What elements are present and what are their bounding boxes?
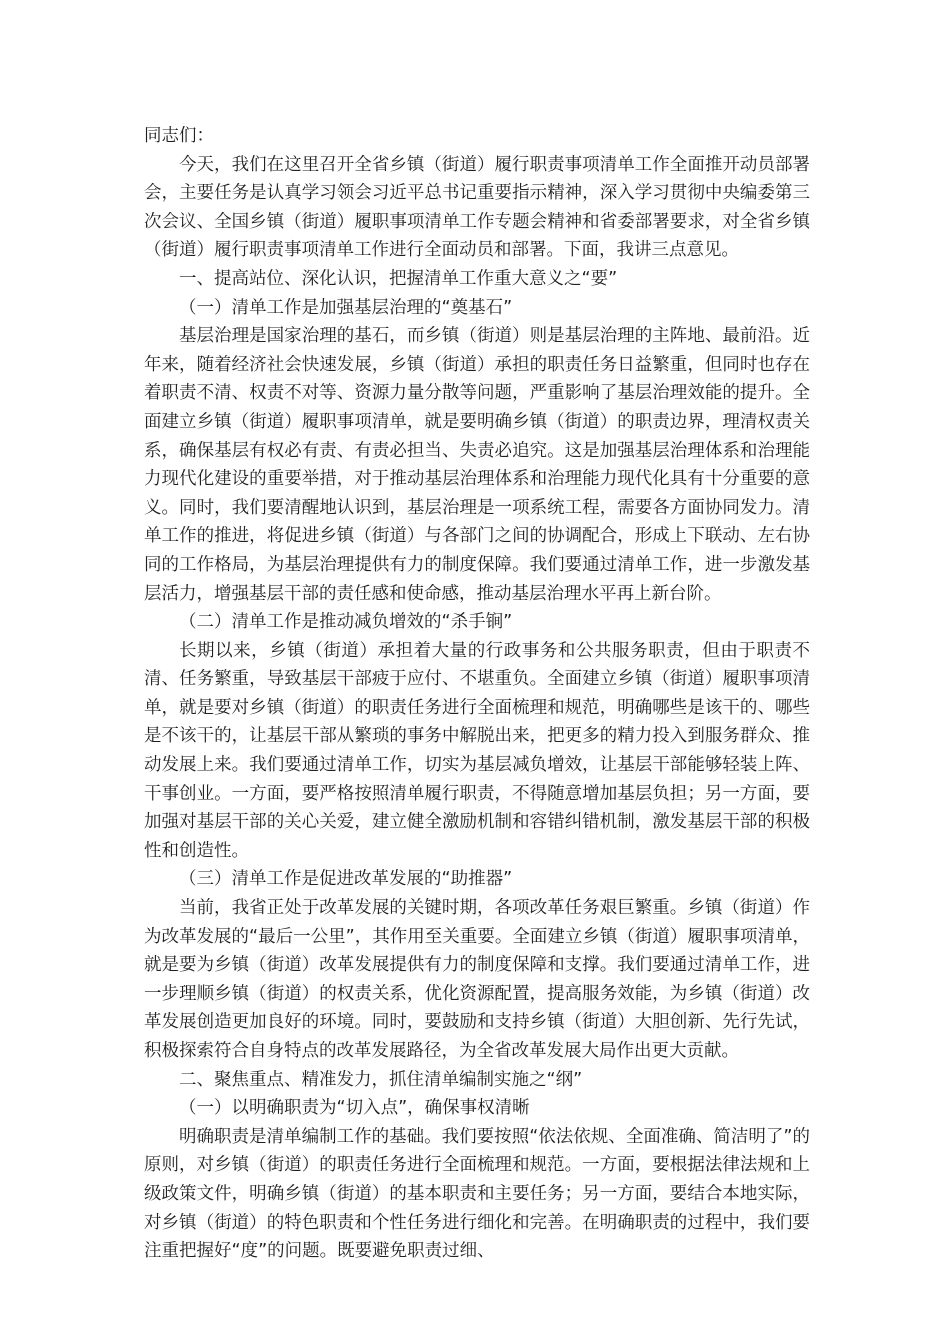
section-heading: 二、聚焦重点、精准发力，抓住清单编制实施之“纲” <box>179 1069 583 1090</box>
body-paragraph: 当前，我省正处于改革发展的关键时期，各项改革任务艰巨繁重。乡镇（街道）作为改革发展的“最后一公里”，其作用至关重要。全面建立乡镇（街道）履职事项清单，就是要为乡镇（街道）改革发展提供有力的制度保障和支撑。我们要通过清单工作，进一步理顺乡镇（街道）的权责关系，优化资源配置，提高服务效能，为乡镇（街道）改革发展创造更加良好的环境。同时，要鼓励和支持乡镇（街道）大胆创新、先行先试，积极探索符合自身特点的改革发展路径，为全省改革发展大局作出更大贡献。 <box>144 898 810 1061</box>
body-paragraph: 今天，我们在这里召开全省乡镇（街道）履行职责事项清单工作全面推开动员部署会，主要任务是认真学习领会习近平总书记重要指示精神，深入学习贯彻中央编委第三次会议、全国乡镇（街道）履职事项清单工作专题会精神和省委部署要求，对全省乡镇（街道）履行职责事项清单工作进行全面动员和部署。下面，我讲三点意见。 <box>144 154 810 261</box>
subsection-heading: （一）清单工作是加强基层治理的“奠基石” <box>179 297 513 318</box>
subsection-heading: （三）清单工作是促进改革发展的“助推器” <box>179 869 513 890</box>
salutation: 同志们： <box>144 126 214 146</box>
body-paragraph: 明确职责是清单编制工作的基础。我们要按照“依法依规、全面准确、简洁明了”的原则，对乡镇（街道）的职责任务进行全面梳理和规范。一方面，要根据法律法规和上级政策文件，明确乡镇（街道）的基本职责和主要任务；另一方面，要结合本地实际，对乡镇（街道）的特色职责和个性任务进行细化和完善。在明确职责的过程中，我们要注重把握好“度”的问题。既要避免职责过细、 <box>144 1126 810 1262</box>
body-paragraph: 长期以来，乡镇（街道）承担着大量的行政事务和公共服务职责，但由于职责不清、任务繁重，导致基层干部疲于应付、不堪重负。全面建立乡镇（街道）履职事项清单，就是要对乡镇（街道）的职责任务进行全面梳理和规范，明确哪些是该干的、哪些是不该干的，让基层干部从繁琐的事务中解脱出来，把更多的精力投入到服务群众、推动发展上来。我们要通过清单工作，切实为基层减负增效，让基层干部能够轻装上阵、干事创业。一方面，要严格按照清单履行职责，不得随意增加基层负担；另一方面，要加强对基层干部的关心关爱，建立健全激励机制和容错纠错机制，激发基层干部的积极性和创造性。 <box>144 640 810 861</box>
body-paragraph: 基层治理是国家治理的基石，而乡镇（街道）则是基层治理的主阵地、最前沿。近年来，随着经济社会快速发展，乡镇（街道）承担的职责任务日益繁重，但同时也存在着职责不清、权责不对等、资源力量分散等问题，严重影响了基层治理效能的提升。全面建立乡镇（街道）履职事项清单，就是要明确乡镇（街道）的职责边界，理清权责关系，确保基层有权必有责、有责必担当、失责必追究。这是加强基层治理体系和治理能力现代化建设的重要举措，对于推动基层治理体系和治理能力现代化具有十分重要的意义。同时，我们要清醒地认识到，基层治理是一项系统工程，需要各方面协同发力。清单工作的推进，将促进乡镇（街道）与各部门之间的协调配合，形成上下联动、左右协同的工作格局，为基层治理提供有力的制度保障。我们要通过清单工作，进一步激发基层活力，增强基层干部的责任感和使命感，推动基层治理水平再上新台阶。 <box>144 326 810 604</box>
document-page <box>144 122 810 1266</box>
section-heading: 一、提高站位、深化认识，把握清单工作重大意义之“要” <box>179 268 618 289</box>
subsection-heading: （一）以明确职责为“切入点”，确保事权清晰 <box>179 1098 530 1119</box>
subsection-heading: （二）清单工作是推动减负增效的“杀手锏” <box>179 612 513 633</box>
